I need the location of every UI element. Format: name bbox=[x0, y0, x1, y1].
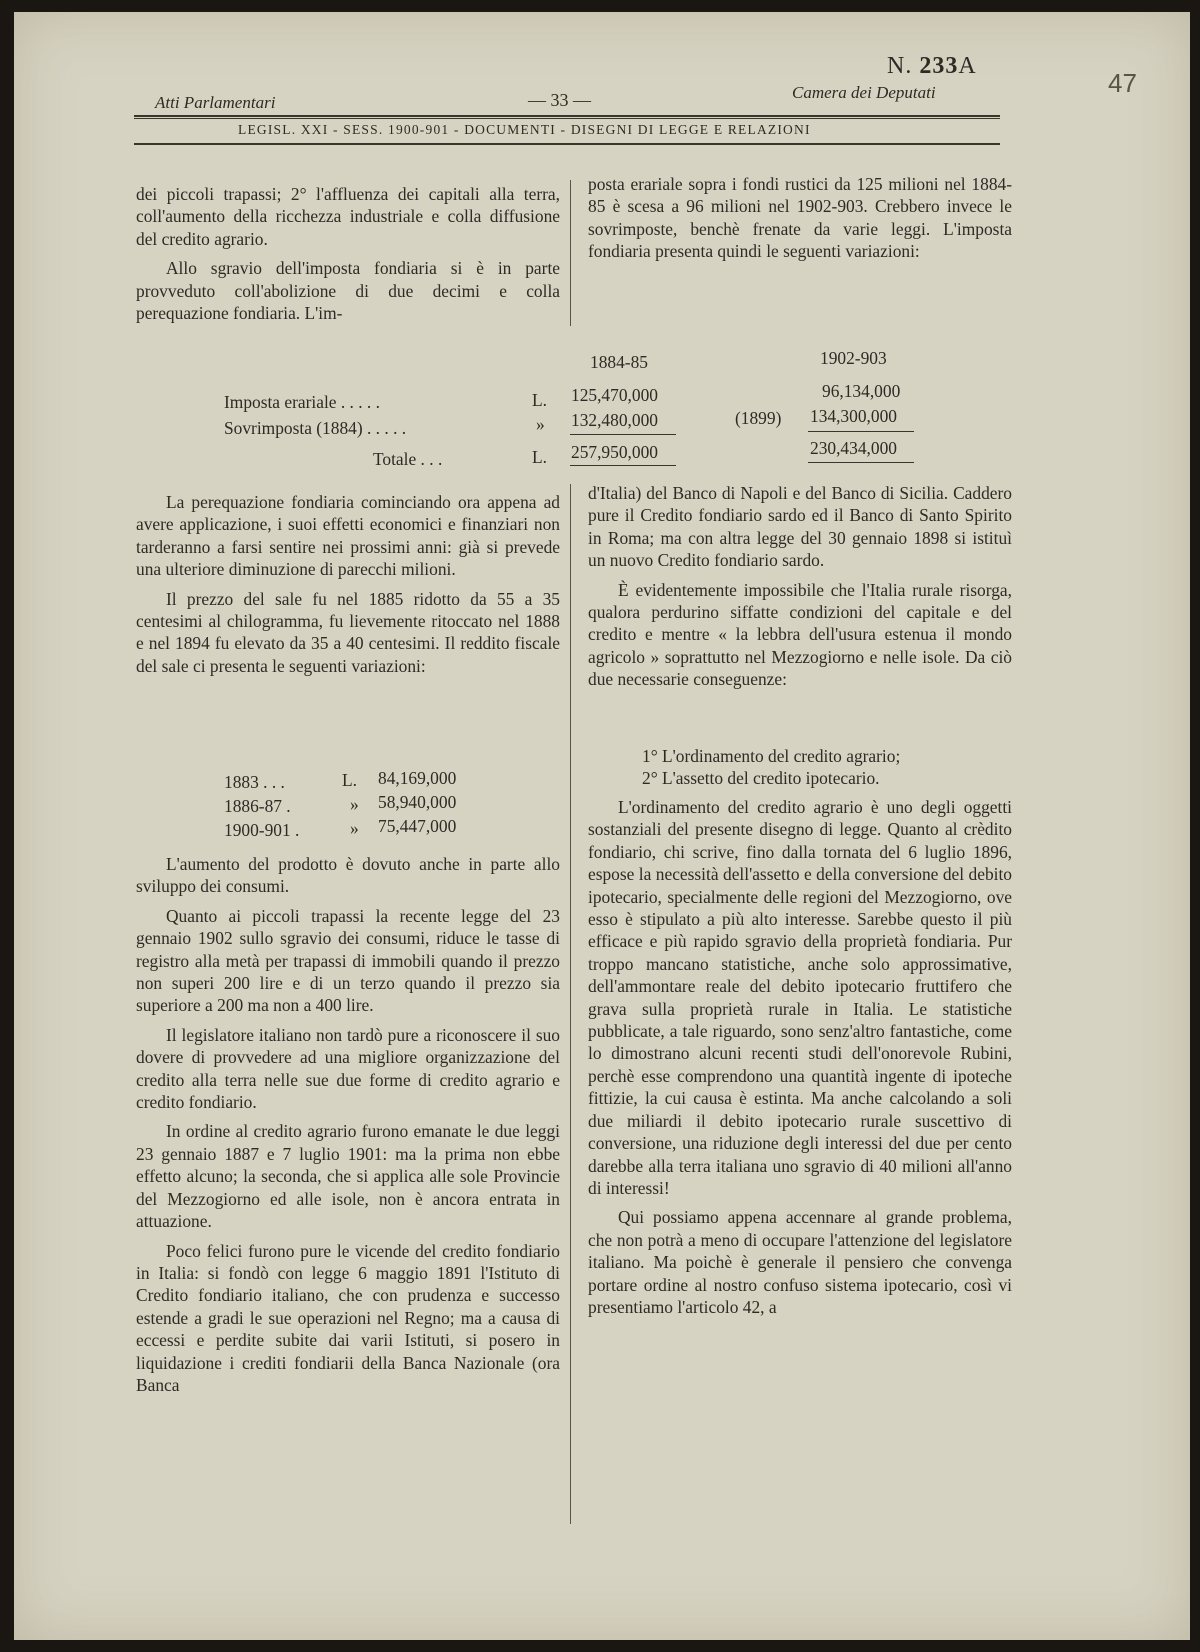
paragraph: In ordine al credito agrario furono emanate le due leggi 23 gennaio 1887 e 7 luglio 1901: ma la prima non ebbe effetto alcuno; la seconda, che si applica alle sole Provincie del Mezzogiorno ed alle isole, non è ancora entrata in attuazione. bbox=[136, 1121, 560, 1232]
paragraph: d'Italia) del Banco di Napoli e del Banco di Sicilia. Caddero pure il Credito fondiario sardo ed il Banco di Santo Spirito in Roma; ma con altra legge del 30 gennaio 1898 si istituì un nuovo Credito fondiario sardo. bbox=[588, 483, 1012, 571]
sum-rule bbox=[808, 431, 914, 432]
bottom-left-column-a bbox=[136, 491, 560, 684]
table-col-header: 1902-903 bbox=[820, 348, 887, 368]
document-number: N. 233A bbox=[887, 53, 977, 79]
total-rule bbox=[570, 465, 676, 466]
paragraph: L'ordinamento del credito agrario è uno degli oggetti sostanziali del presente disegno di legge. Quanto al crèdito fondiario, chi scrive, fino dalla tornata del 6 luglio 1896, espose la necessità dell'assetto e della conversione del debito ipotecario, specialmente delle regioni del Mezzogiorno, ove esso è stipulato a più alto interesse. Sarebbe questo il più efficace e più rapido sgravio della proprietà fondiaria. Pur troppo mancano statistiche, anche solo approssimative, dell'ammontare reale del debito ipotecario fruttifero che grava sulla proprietà rurale in Italia. Le statistiche pubblicate, a tale riguardo, sono senz'altro fantastiche, come lo dimostrano alcuni recenti studi dell'onorevole Rubini, perchè esse comprendono una quantità ingente di ipoteche fittizie, la cui causa è estinta. Ma anche calcolando a soli due miliardi il debito ipotecario rurale suscettivo di conversione, una riduzione degli interessi del due per cento darebbe alla terra italiana uno sgravio di 40 milioni all'anno di interessi! bbox=[588, 797, 1012, 1198]
subheader: LEGISL. XXI - SESS. 1900-901 - DOCUMENTI - DISEGNI DI LEGGE E RELAZIONI bbox=[238, 122, 811, 137]
list-item: 1° L'ordinamento del credito agrario; bbox=[642, 746, 901, 766]
table-row-label: Sovrimposta (1884) . . . . . bbox=[224, 418, 407, 438]
paragraph: La perequazione fondiaria cominciando ora appena ad avere applicazione, i suoi effetti economici e finanziari non tarderanno a farsi sentire nei prossimi anni: già si prevede una ulteriore diminuzione di parecchi milioni. bbox=[136, 492, 560, 580]
paragraph: Il prezzo del sale fu nel 1885 ridotto da 55 a 35 centesimi al chilogramma, fu lievemente ritoccato nel 1888 e nel 1894 fu elevato da 35 a 40 centesimi. Il reddito fiscale del sale ci presenta le seguenti variazioni: bbox=[136, 588, 560, 676]
table-cell: 134,300,000 bbox=[810, 406, 897, 426]
subheader-rule bbox=[134, 143, 1000, 145]
salt-year: 1883 . . . bbox=[224, 772, 285, 792]
header-rule-thin bbox=[134, 118, 1000, 119]
top-right-column bbox=[588, 173, 1012, 270]
salt-unit: » bbox=[350, 818, 359, 838]
page-number: — 33 — bbox=[528, 90, 591, 110]
bottom-left-column-b bbox=[136, 853, 560, 1403]
salt-value: 75,447,000 bbox=[378, 816, 457, 836]
table-row-label: Imposta erariale . . . . . bbox=[224, 392, 380, 412]
table-cell: 257,950,000 bbox=[571, 442, 658, 462]
salt-unit: L. bbox=[342, 770, 357, 790]
margin-page-number: 47 bbox=[1108, 68, 1137, 98]
header-right-title: Camera dei Deputati bbox=[792, 83, 936, 102]
paragraph: Quanto ai piccoli trapassi la recente legge del 23 gennaio 1902 sullo sgravio dei consumi, riduce le tasse di registro alla metà per trapassi di immobili quando il prezzo non superi 200 lire e di un terzo quando il prezzo sia superiore a 200 ma non a 400 lire. bbox=[136, 905, 560, 1016]
salt-unit: » bbox=[350, 794, 359, 814]
paragraph: L'aumento del prodotto è dovuto anche in parte allo sviluppo dei consumi. bbox=[136, 854, 560, 897]
list-item: 2° L'assetto del credito ipotecario. bbox=[642, 768, 880, 789]
table-row-unit: » bbox=[536, 414, 545, 434]
paragraph: Qui possiamo appena accennare al grande problema, che non potrà a meno di occupare l'attenzione del legislatore italiano. Ma poichè è generale il pensiero che convenga portare ordine al nostro confuso sistema ipotecario, così vi presentiamo l'articolo 42, a bbox=[588, 1207, 1012, 1317]
header-rule bbox=[134, 115, 1000, 117]
paragraph: È evidentemente impossibile che l'Italia rurale risorga, qualora perdurino siffatte condizioni del capitale e del credito e mentre « la lebbra dell'usura estenua il mondo agricolo » soprattutto nel Mezzogiorno e nelle isole. Da ciò due necessarie conseguenze: bbox=[588, 579, 1012, 690]
bottom-right-column-b bbox=[588, 796, 1012, 1325]
paragraph: Poco felici furono pure le vicende del credito fondiario in Italia: si fondò con legge 6 maggio 1891 l'Istituto di Credito fondiario italiano, che con prudenza e successo estende a gradi le sue operazioni nel Regno; ma a causa di eccessi e perdite subite dai varii Istituti, si posero in liquidazione i crediti fondiarii della Banca Nazionale (ora Banca bbox=[136, 1240, 560, 1395]
top-left-column bbox=[136, 183, 560, 331]
table-col-header: 1884-85 bbox=[590, 352, 648, 372]
table-row-unit: L. bbox=[532, 390, 547, 410]
salt-year: 1900-901 . bbox=[224, 820, 300, 840]
salt-year: 1886-87 . bbox=[224, 796, 291, 816]
paragraph: Il legislatore italiano non tardò pure a riconoscere il suo dovere di provvedere ad una migliore organizzazione del credito alla terra nelle sue due forme di credito agrario e credito fondiario. bbox=[136, 1024, 560, 1113]
paragraph: Allo sgravio dell'imposta fondiaria si è in parte provveduto coll'abolizione di due decimi e colla perequazione fondiaria. L'im- bbox=[136, 258, 560, 324]
table-cell: 132,480,000 bbox=[571, 410, 658, 430]
table-row-label: Totale . . . bbox=[373, 449, 443, 469]
column-divider bbox=[570, 180, 571, 326]
table-row-unit: L. bbox=[532, 447, 547, 467]
consequences-list bbox=[588, 745, 1012, 790]
salt-value: 84,169,000 bbox=[378, 768, 457, 788]
header-left-title: Atti Parlamentari bbox=[155, 93, 276, 112]
column-divider bbox=[570, 484, 571, 1524]
total-rule bbox=[808, 462, 914, 463]
table-cell: 96,134,000 bbox=[822, 381, 901, 401]
paragraph: dei piccoli trapassi; 2° l'affluenza dei capitali alla terra, coll'aumento della ricchezza industriale e colla diffusione del credito agrario. bbox=[136, 184, 560, 249]
table-cell: 230,434,000 bbox=[810, 438, 897, 458]
table-cell: 125,470,000 bbox=[571, 385, 658, 405]
bottom-right-column-a bbox=[588, 482, 1012, 698]
table-note: (1899) bbox=[735, 408, 782, 428]
sum-rule bbox=[570, 434, 676, 435]
paragraph: posta erariale sopra i fondi rustici da 125 milioni nel 1884-85 è scesa a 96 milioni nel 1902-903. Crebbero invece le sovrimposte, benchè frenate da varie leggi. L'imposta fondiaria presenta quindi le seguenti variazioni: bbox=[588, 174, 1012, 262]
salt-value: 58,940,000 bbox=[378, 792, 457, 812]
